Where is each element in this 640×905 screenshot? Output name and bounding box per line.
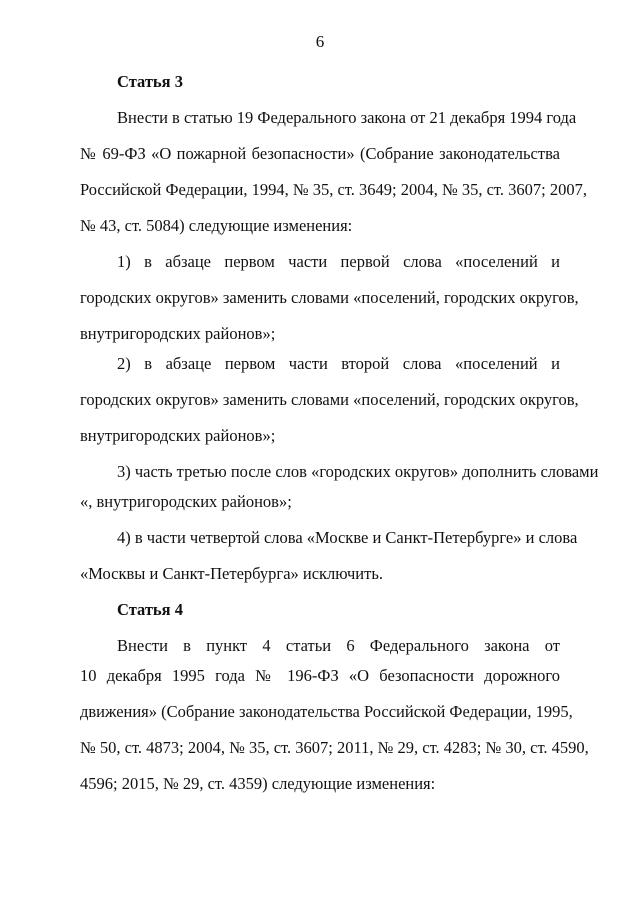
article-3-item-4-line: «Москвы и Санкт-Петербурга» исключить.	[80, 564, 383, 583]
article-3-item-1-line: городских округов» заменить словами «поселений, городских округов,	[80, 288, 579, 307]
article-3-item-3-line: «, внутригородских районов»;	[80, 492, 292, 511]
article-3-item-1-line: внутригородских районов»;	[80, 324, 276, 343]
article-4-intro-line: движения» (Собрание законодательства Российской Федерации, 1995,	[80, 702, 573, 721]
article-3-intro-line: № 69-ФЗ «О пожарной безопасности» (Собрание законодательства	[80, 144, 560, 163]
article-4-intro-line: 10 декабря 1995 года № 196-ФЗ «О безопасности дорожного	[80, 666, 560, 685]
article-4-intro-line: 4596; 2015, № 29, ст. 4359) следующие изменения:	[80, 774, 436, 793]
article-3-item-2-line: внутригородских районов»;	[80, 426, 276, 445]
article-3-intro-line: Внести в статью 19 Федерального закона от 21 декабря 1994 года	[117, 108, 577, 127]
article-3-item-4-line: 4) в части четвертой слова «Москве и Санкт-Петербурге» и слова	[117, 528, 578, 547]
article-3-item-2-line: 2) в абзаце первом части второй слова «поселений и	[117, 354, 560, 373]
article-3-item-3-line: 3) часть третью после слов «городских округов» дополнить словами	[117, 462, 599, 481]
article-4-intro-line: Внести в пункт 4 статьи 6 Федерального закона от	[117, 636, 560, 655]
article-4-heading: Статья 4	[117, 600, 183, 619]
article-3-item-2-line: городских округов» заменить словами «поселений, городских округов,	[80, 390, 579, 409]
article-4-intro-line: № 50, ст. 4873; 2004, № 35, ст. 3607; 2011, № 29, ст. 4283; № 30, ст. 4590,	[80, 738, 589, 757]
article-3-item-1-line: 1) в абзаце первом части первой слова «поселений и	[117, 252, 560, 271]
page-number: 6	[315, 32, 325, 51]
article-3-heading: Статья 3	[117, 72, 183, 91]
article-3-intro-line: № 43, ст. 5084) следующие изменения:	[80, 216, 353, 235]
article-3-intro-line: Российской Федерации, 1994, № 35, ст. 3649; 2004, № 35, ст. 3607; 2007,	[80, 180, 587, 199]
